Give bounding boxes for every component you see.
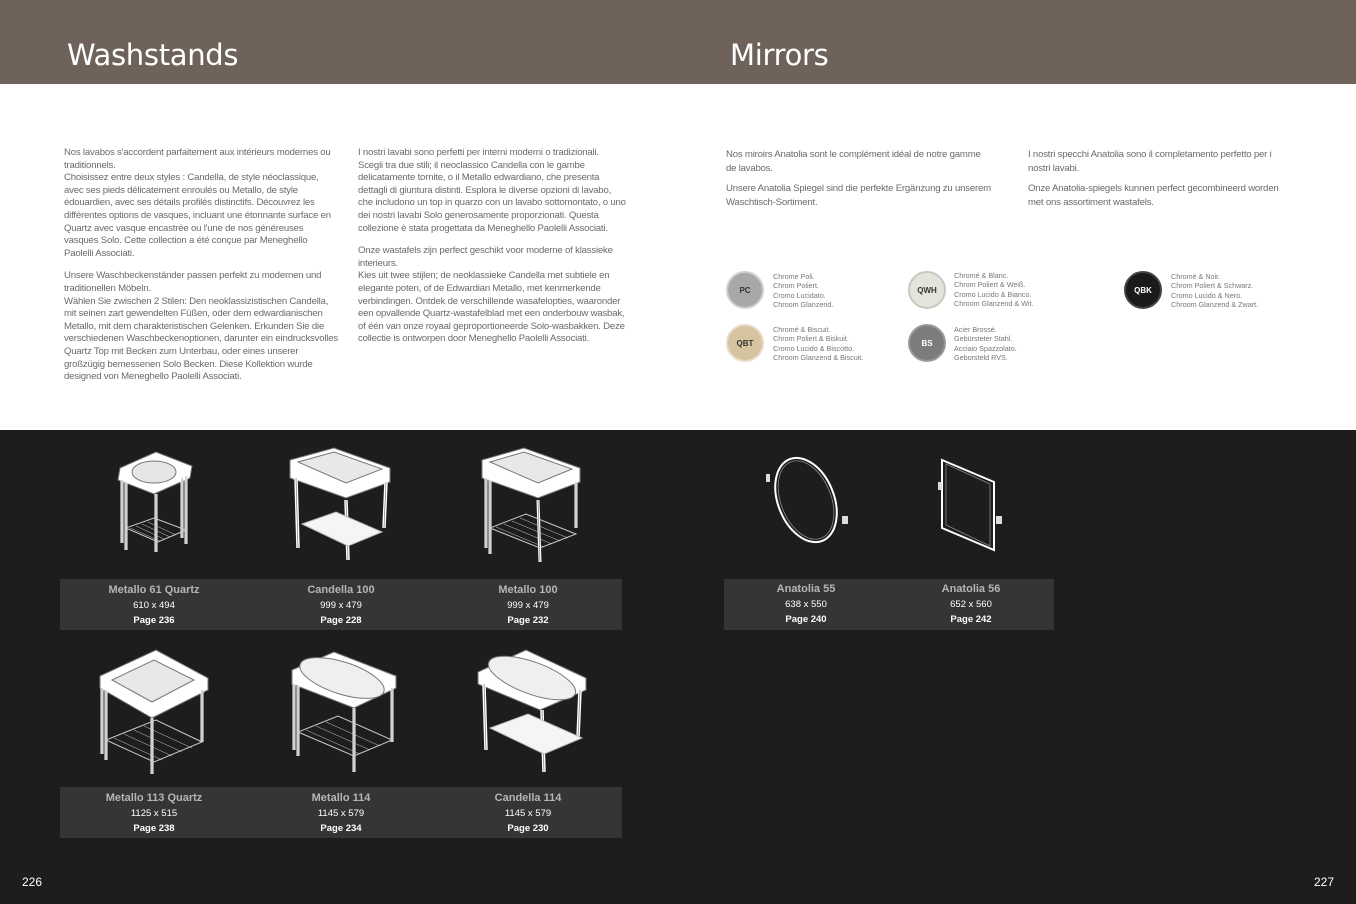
finish-circle: PC [726, 271, 764, 309]
text-fr-body: Choisissez entre deux styles : Candella, de style néoclassique, avec ses pieds délicatement enroulés ou Metallo, de style édouardien, avec ses détails profilés distinctifs. Découvrez les différentes options de vasques, incluant une étonnante surface en Quartz avec vasque encastrée ou l'une de nos généreuses vasques Solo. Cette collection a été conçue par Meneghello Paolelli Associati. [64, 172, 331, 259]
anatolia-56-image [938, 458, 1008, 552]
product-name: Metallo 61 Quartz [108, 584, 200, 596]
finish-circle: QWH [908, 271, 946, 309]
mirrors-text-nl: Onze Anatolia-spiegels kunnen perfect gecombineerd worden met ons assortiment wastafels. [1028, 183, 1279, 208]
product-page-link[interactable]: Page 240 [785, 614, 827, 625]
text-nl-body: Kies uit twee stijlen; de neoklassieke Candella met subtiele en elegante poten, of de Edwardian Metallo, met kenmerkende verbindingen. Ontdek de verschillende wasafelopties, waaronder een opvallende Quartz-wastafelblad met een onderbouw wasbak, of één van onze royaal geproportioneerde Solo-wasbakken. Deze collectie is ontworpen door Meneghello Paolelli Associati. [358, 270, 625, 345]
product-card[interactable] [251, 583, 431, 628]
metallo-113-quartz-image [98, 650, 210, 776]
product-card[interactable] [716, 582, 896, 627]
product-name: Candella 100 [307, 584, 375, 596]
product-page-link[interactable]: Page 236 [133, 615, 175, 626]
product-card[interactable] [438, 791, 618, 836]
finish-label: Chromé & Noir. Chrom Poliert & Schwarz. Cromo Lucido & Nero. Chroom Glanzend & Zwart. [1171, 272, 1259, 309]
metallo-114-image [290, 650, 398, 776]
finish-circle: QBT [726, 324, 764, 362]
product-dimensions: 1145 x 579 [504, 808, 552, 819]
header-bar [0, 0, 1356, 84]
product-panel [0, 430, 1356, 904]
product-name: Candella 114 [494, 792, 562, 804]
finish-circle: QBK [1124, 271, 1162, 309]
text-fr-intro: Nos lavabos s'accordent parfaitement aux intérieurs modernes ou traditionnels. [64, 147, 331, 171]
text-de-body: Wählen Sie zwischen 2 Stilen: Den neoklassizistischen Candella, mit seinen zart gewendelten Füßen, oder dem edwardianischen Metallo, mit dem charakteristischen Gelenken. Erkunden Sie die verschiedenen Waschbeckenoptionen, darunter ein eindrucksvolles Quartz Top mit Becken zum Unterbau, oder eines unserer großzügig bemessenen Solo Becken. Diese Kollektion wurde designed von Meneghello Paolelli Associati. [64, 295, 338, 383]
product-dimensions: 1125 x 515 [130, 808, 178, 819]
mirrors-text-fr: Nos miroirs Anatolia sont le complément idéal de notre gamme de lavabos. [726, 149, 981, 174]
product-dimensions: 638 x 550 [785, 599, 827, 610]
washstands-text-fr-de [64, 147, 339, 389]
product-page-link[interactable]: Page 232 [507, 615, 549, 626]
product-page-link[interactable]: Page 234 [320, 823, 362, 834]
product-card[interactable] [251, 791, 431, 836]
text-it-intro: I nostri lavabi sono perfetti per interni moderni o tradizionali. [358, 147, 599, 158]
product-card[interactable] [438, 583, 618, 628]
product-page-link[interactable]: Page 242 [950, 614, 992, 625]
finish-label: Chromé & Biscuit. Chrom Poliert & Biskuit. Cromo Lucido & Biscotto. Chroom Glanzend & Biscuit. [773, 325, 864, 362]
text-de-intro: Unsere Waschbeckenständer passen perfekt zu modernen und traditionellen Möbeln. [64, 270, 322, 294]
product-name: Anatolia 55 [776, 583, 836, 595]
product-page-link[interactable]: Page 228 [320, 615, 362, 626]
metallo-61-quartz-image [112, 448, 200, 558]
mirrors-text-it: I nostri specchi Anatolia sono il completamento perfetto per i nostri lavabi. [1028, 149, 1272, 174]
product-dimensions: 1145 x 579 [317, 808, 365, 819]
text-nl-intro: Onze wastafels zijn perfect geschikt voor moderne of klassieke interieurs. [358, 245, 613, 269]
mirrors-text-right [1028, 148, 1288, 214]
mirrors-text-de: Unsere Anatolia Spiegel sind die perfekte Ergänzung zu unserem Waschtisch-Sortiment. [726, 183, 991, 208]
page-number-left: 226 [22, 875, 43, 889]
product-name: Anatolia 56 [941, 583, 1001, 595]
product-dimensions: 999 x 479 [320, 600, 362, 611]
text-it-body: Scegli tra due stili; il neoclassico Candella con le gambe delicatamente tornite, o il Metallo edwardiano, che presenta dettagli di giuntura distinti. Esplora le diverse opzioni di lavabo, che includono un top in quarzo con un lavabo sottomontato, o uno dei nostri lavabi Solo generosamente proporzionati. Questa collezione è stata progettata da Meneghello Paolelli Associati. [358, 159, 626, 234]
product-name: Metallo 114 [311, 792, 371, 804]
product-card[interactable] [64, 583, 244, 628]
candella-100-image [288, 448, 392, 564]
washstands-title: Washstands [67, 38, 239, 72]
candella-114-image [476, 648, 588, 778]
page-number-right: 227 [1314, 875, 1335, 889]
washstands-text-it-nl [358, 147, 628, 351]
product-page-link[interactable]: Page 238 [133, 823, 175, 834]
product-page-link[interactable]: Page 230 [507, 823, 549, 834]
product-card[interactable] [881, 582, 1061, 627]
metallo-100-image [480, 448, 582, 564]
mirrors-text-left [726, 148, 991, 214]
finish-label: Chrome Poli. Chrom Poliert. Cromo Lucidato. Chroom Glanzend. [773, 272, 834, 309]
product-name: Metallo 113 Quartz [105, 792, 203, 804]
product-dimensions: 652 x 560 [950, 599, 992, 610]
product-dimensions: 610 x 494 [133, 600, 175, 611]
product-card[interactable] [64, 791, 244, 836]
product-dimensions: 999 x 479 [507, 600, 549, 611]
finish-label: Chromé & Blanc. Chrom Poliert & Weiß. Cromo Lucido & Bianco. Chroom Glanzend & Wit. [954, 271, 1034, 308]
mirrors-title: Mirrors [730, 38, 829, 72]
anatolia-55-image [766, 454, 854, 550]
finish-circle: BS [908, 324, 946, 362]
product-name: Metallo 100 [498, 584, 558, 596]
finish-label: Acier Brossé. Gebürsteter Stahl. Acciaio Spazzolato. Geborsteld RVS. [954, 325, 1017, 362]
